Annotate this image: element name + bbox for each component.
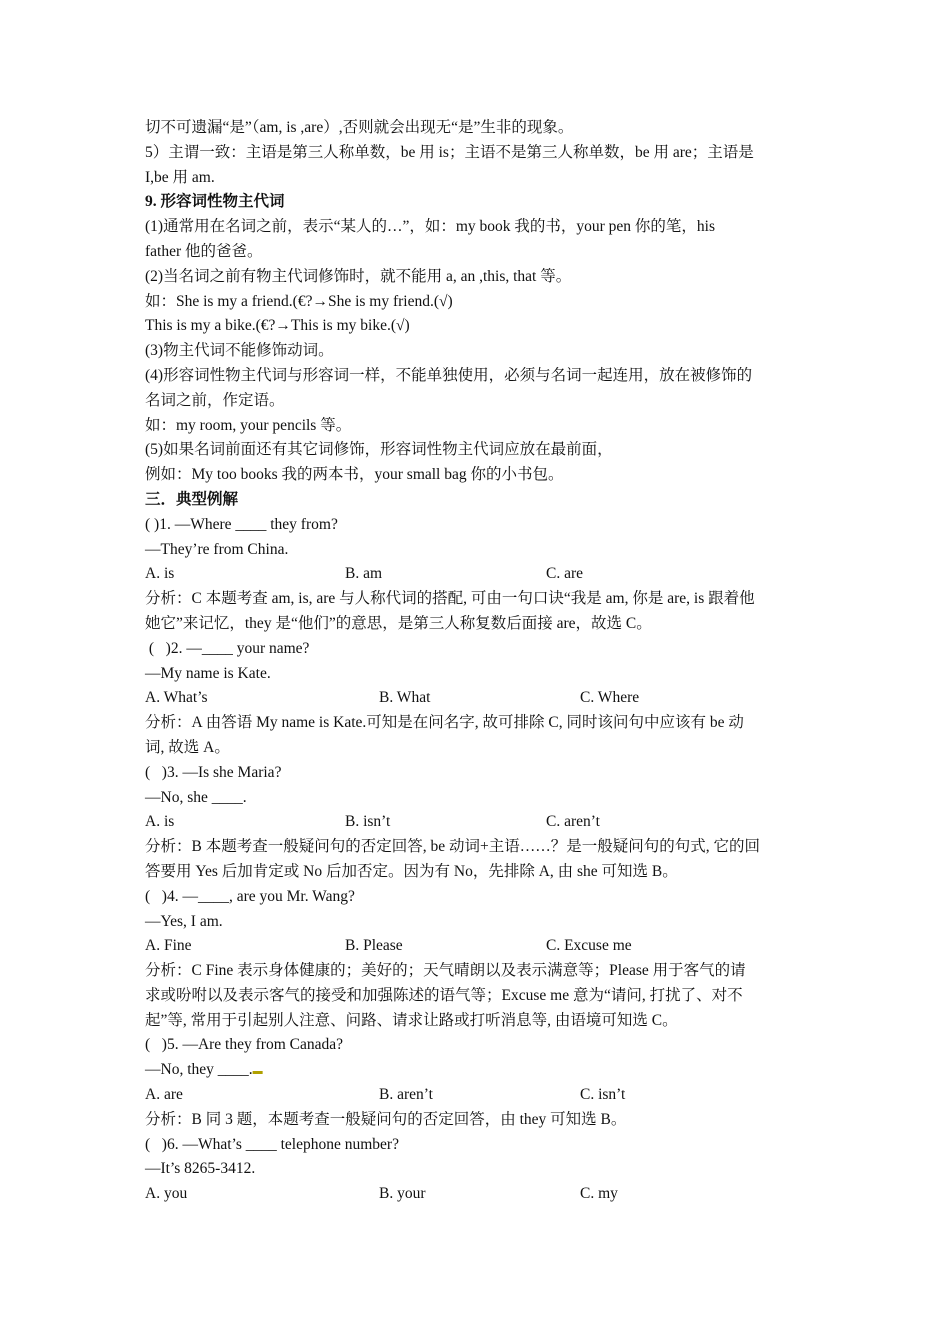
text-line: I,be 用 am. xyxy=(145,168,215,186)
analysis-line: 分析：C 本题考查 am, is, are 与人称代词的搭配, 可由一句口诀“我是 am, 你是 are, is 跟着他 xyxy=(145,590,755,608)
answer-line: —They’re from China. xyxy=(145,540,289,558)
option-a: A. is xyxy=(145,813,175,831)
option-a: A. are xyxy=(145,1086,183,1104)
answer-line xyxy=(145,1058,810,1083)
analysis-line: 起”等, 常用于引起别人注意、问路、请求让路或打听消息等, 由语境可知选 C。 xyxy=(145,1011,678,1029)
option-b: B. isn’t xyxy=(345,813,391,831)
option-b: B. aren’t xyxy=(379,1086,433,1104)
options-row xyxy=(145,686,810,711)
question-1: ( )1. —Where ____ they from? xyxy=(145,515,338,533)
option-c: C. isn’t xyxy=(580,1086,626,1104)
analysis-line: 答要用 Yes 后加肯定或 No 后加否定。因为有 No，先排除 A, 由 she 可知选 B。 xyxy=(145,862,678,880)
text-line: father 他的爸爸。 xyxy=(145,242,263,260)
options-row xyxy=(145,562,810,587)
analysis-line: 分析：C Fine 表示身体健康的；美好的；天气晴朗以及表示满意等；Please 用于客气的请 xyxy=(145,962,746,980)
answer-line: —No, she ____. xyxy=(145,788,247,806)
option-c: C. Where xyxy=(580,689,640,707)
option-a: A. Fine xyxy=(145,937,192,955)
analysis-line: 分析：B 同 3 题，本题考查一般疑问句的否定回答，由 they 可知选 B。 xyxy=(145,1110,627,1128)
text-line: (3)物主代词不能修饰动词。 xyxy=(145,342,334,360)
option-c: C. my xyxy=(580,1185,618,1203)
analysis-line: 分析：B 本题考查一般疑问句的否定回答, be 动词+主语……？是一般疑问句的句式, 它的回 xyxy=(145,838,760,856)
analysis-line: 分析：A 由答语 My name is Kate.可知是在问名字, 故可排除 C, 同时该问句中应该有 be 动 xyxy=(145,714,744,732)
question-4: ( )4. —____, are you Mr. Wang? xyxy=(145,887,355,905)
text-line: 5）主谓一致：主语是第三人称单数，be 用 is；主语不是第三人称单数，be 用 are；主语是 xyxy=(145,143,754,161)
option-b: B. What xyxy=(379,689,431,707)
answer-text: —No, they ____. xyxy=(145,1061,253,1079)
question-2: ( )2. —____ your name? xyxy=(145,639,310,657)
answer-line: —Yes, I am. xyxy=(145,912,223,930)
options-row xyxy=(145,810,810,835)
question-5: ( )5. —Are they from Canada? xyxy=(145,1036,343,1054)
option-c: C. are xyxy=(546,565,584,583)
example-line: 如：She is my a friend.(€?→She is my friend.(√) xyxy=(145,292,453,310)
options-row xyxy=(145,934,810,959)
option-b: B. am xyxy=(345,565,383,583)
options-row xyxy=(145,1182,810,1207)
text-line: (1)通常用在名词之前，表示“某人的…”，如：my book 我的书，your pen 你的笔，his xyxy=(145,218,716,236)
text-line: (5)如果名词前面还有其它词修饰，形容词性物主代词应放在最前面， xyxy=(145,441,613,459)
section-3-title: 三．典型例解 xyxy=(145,490,239,508)
example-line: 如：my room, your pencils 等。 xyxy=(145,416,352,434)
section-9-title: 9. 形容词性物主代词 xyxy=(145,193,285,211)
question-3: ( )3. —Is she Maria? xyxy=(145,763,282,781)
options-row xyxy=(145,1083,810,1108)
question-6: ( )6. —What’s ____ telephone number? xyxy=(145,1135,399,1153)
option-a: A. What’s xyxy=(145,689,208,707)
option-c: C. Excuse me xyxy=(546,937,632,955)
text-line: (4)形容词性物主代词与形容词一样，不能单独使用，必须与名词一起连用，放在被修饰的 xyxy=(145,366,753,384)
option-a: A. is xyxy=(145,565,175,583)
text-line: (2)当名词之前有物主代词修饰时，就不能用 a, an ,this, that 等。 xyxy=(145,267,572,285)
example-line: This is my a bike.(€?→This is my bike.(√) xyxy=(145,317,410,335)
option-c: C. aren’t xyxy=(546,813,600,831)
document-page xyxy=(145,116,810,1207)
analysis-line: 词, 故选 A。 xyxy=(145,738,230,756)
annotation-mark: ▬ xyxy=(252,1066,263,1078)
text-line: 切不可遗漏“是”（am, is ,are）,否则就会出现无“是”生非的现象。 xyxy=(145,119,574,136)
text-line: 名词之前，作定语。 xyxy=(145,391,285,409)
example-line: 例如：My too books 我的两本书，your small bag 你的小书包。 xyxy=(145,466,564,484)
option-b: B. Please xyxy=(345,937,403,955)
answer-line: —My name is Kate. xyxy=(145,664,271,682)
option-b: B. your xyxy=(379,1185,426,1203)
analysis-line: 她它”来记忆，they 是“他们”的意思，是第三人称复数后面接 are，故选 C。 xyxy=(145,614,652,632)
answer-line: —It’s 8265-3412. xyxy=(145,1160,256,1178)
analysis-line: 求或吩咐以及表示客气的接受和加强陈述的语气等；Excuse me 意为“请问, 打扰了、对不 xyxy=(145,986,743,1004)
option-a: A. you xyxy=(145,1185,188,1203)
